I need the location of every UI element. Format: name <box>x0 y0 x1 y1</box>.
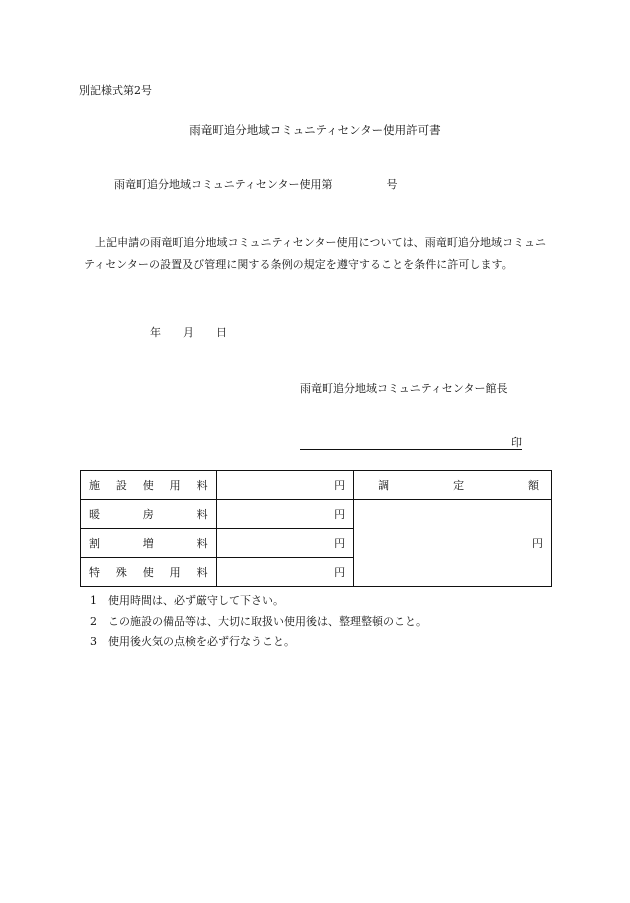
fee-label-surcharge: 割 増 料 <box>81 529 217 558</box>
fee-label-special: 特 殊 使 用 料 <box>81 558 217 587</box>
note-item: 3 使用後火気の点検を必ず行なうこと。 <box>90 635 295 648</box>
fee-amount-surcharge: 円 <box>216 529 354 558</box>
permit-body-text: 上記申請の雨竜町追分地域コミュニティセンター使用については、雨竜町追分地域コミュニティセンターの設置及び管理に関する条例の規定を遵守することを条件に許可します。 <box>84 236 547 271</box>
date-day: 日 <box>216 326 227 339</box>
notes-list <box>90 591 427 653</box>
document-title: 雨竜町追分地域コミュニティセンター使用許可書 <box>189 123 441 137</box>
note-item: 2 この施設の備品等は、大切に取扱い使用後は、整理整頓のこと。 <box>90 614 427 628</box>
form-number: 別記様式第2号 <box>79 84 152 97</box>
seal-mark: 印 <box>511 436 522 449</box>
permit-number-prefix: 雨竜町追分地域コミュニティセンター使用第 <box>114 178 333 191</box>
note-item: 1 使用時間は、必ず厳守して下さい。 <box>90 594 284 607</box>
adjusted-amount-header: 調 定 額 <box>354 471 552 500</box>
fee-table <box>80 470 552 587</box>
fee-label-facility: 施 設 使 用 料 <box>81 471 217 500</box>
permit-number-suffix: 号 <box>386 178 398 191</box>
fee-label-heating: 暖 房 料 <box>81 500 217 529</box>
fee-amount-facility: 円 <box>216 471 354 500</box>
issuer-name: 雨竜町追分地域コミュニティセンター館長 <box>300 382 508 395</box>
table-row <box>81 471 552 500</box>
date-line <box>150 324 227 340</box>
signature-line <box>300 435 522 450</box>
date-month: 月 <box>183 326 194 339</box>
fee-amount-special: 円 <box>216 558 354 587</box>
fee-amount-heating: 円 <box>216 500 354 529</box>
permit-number-line <box>114 176 397 192</box>
adjusted-amount-value: 円 <box>354 500 552 587</box>
date-year: 年 <box>150 326 161 339</box>
table-row <box>81 500 552 529</box>
